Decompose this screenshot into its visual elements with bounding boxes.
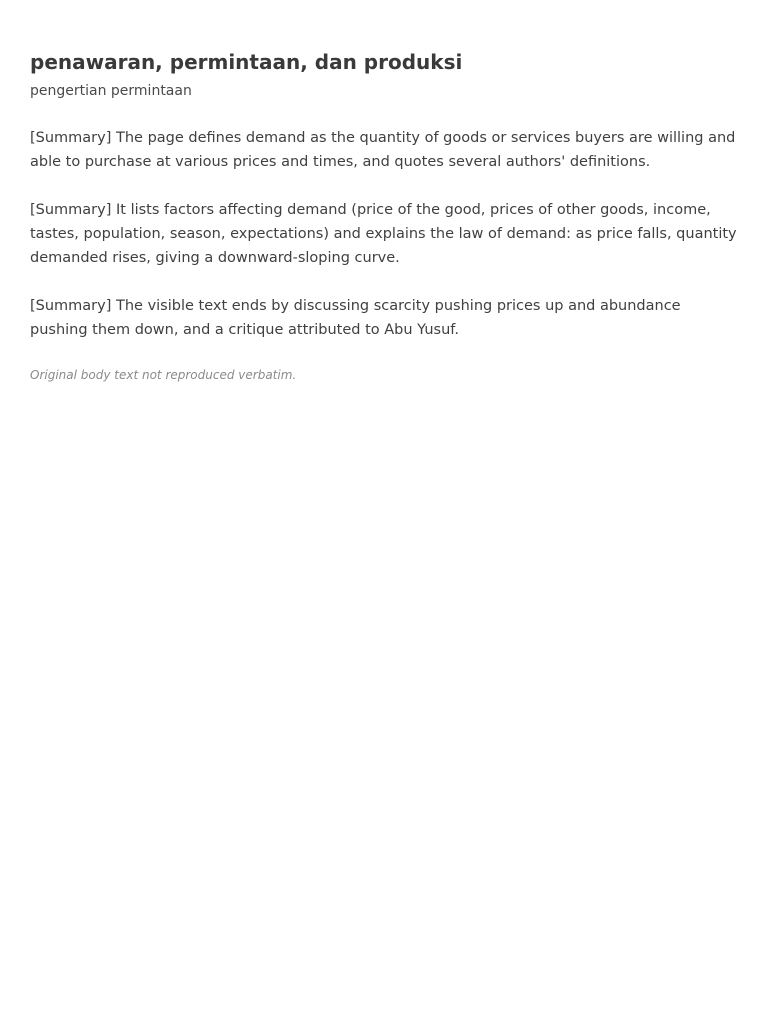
document-body [30, 126, 738, 342]
summary-paragraph: [Summary] It lists factors affecting demand (price of the good, prices of other goods, income, tastes, population, season, expectations) and explains the law of demand: as price falls, quantity demanded rises, giving a downward-sloping curve. [30, 202, 737, 266]
document-title: penawaran, permintaan, dan produksi [30, 50, 463, 74]
summary-paragraph: [Summary] The visible text ends by discussing scarcity pushing prices up and abundance pushing them down, and a critique attributed to Abu Yusuf. [30, 298, 681, 338]
document [0, 0, 768, 384]
document-subtitle: pengertian permintaan [30, 83, 192, 99]
content-notice: Original body text not reproduced verbatim. [30, 368, 297, 382]
summary-paragraph: [Summary] The page defines demand as the quantity of goods or services buyers are willing and able to purchase at various prices and times, and quotes several authors' definitions. [30, 130, 736, 170]
